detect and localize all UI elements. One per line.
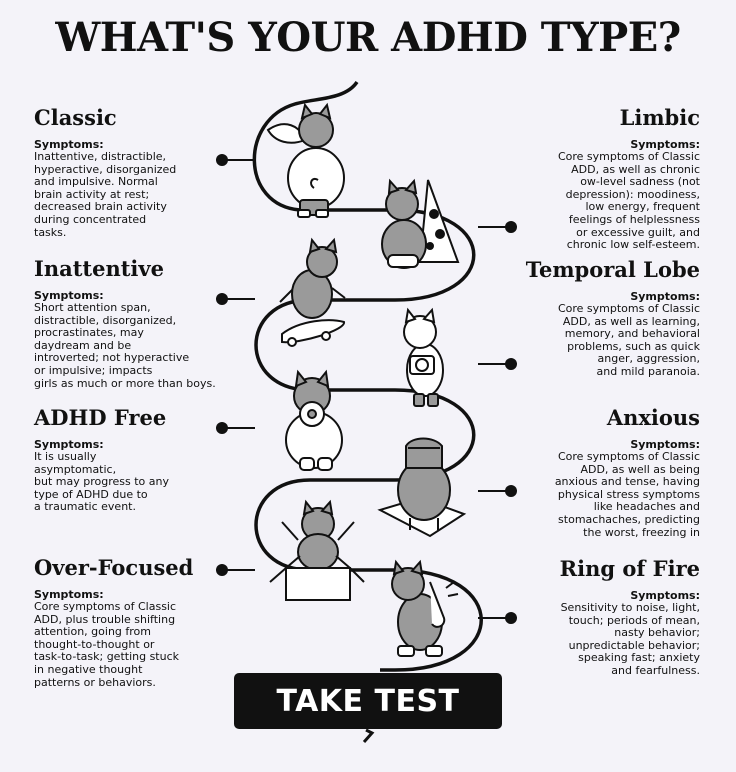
type-name: ADHD Free bbox=[34, 405, 167, 430]
cat-with-pizza-icon bbox=[382, 180, 458, 268]
symptoms-label: Symptoms: bbox=[34, 289, 104, 302]
type-name: Classic bbox=[34, 105, 117, 130]
type-name: Anxious bbox=[606, 405, 700, 430]
symptoms-label: Symptoms: bbox=[630, 438, 700, 451]
type-limbic bbox=[558, 106, 700, 252]
type-anxious bbox=[555, 406, 700, 539]
type-name: Inattentive bbox=[34, 256, 164, 281]
type-adhd-free bbox=[34, 406, 169, 514]
symptoms-label: Symptoms: bbox=[630, 589, 700, 602]
type-name: Over-Focused bbox=[34, 555, 194, 580]
symptoms-text: Core symptoms of Classic ADD, as well as learning, memory, and behavioral problems, such as quick anger, aggression, and mild paranoia. bbox=[557, 302, 700, 378]
symptoms-label: Symptoms: bbox=[34, 138, 104, 151]
symptoms-text: It is usually asymptomatic, but may progress to any type of ADHD due to a traumatic event. bbox=[34, 450, 169, 514]
symptoms-label: Symptoms: bbox=[34, 588, 104, 601]
symptoms-text: Core symptoms of Classic ADD, as well as chronic ow-level sadness (not depression): moodiness, low energy, frequent feelings of helplessness or excessive guilt, and chronic low self-esteem. bbox=[557, 150, 700, 252]
cat-in-box-icon bbox=[270, 502, 364, 600]
symptoms-label: Symptoms: bbox=[630, 138, 700, 151]
take-test-button[interactable]: TAKE TEST bbox=[234, 673, 502, 729]
symptoms-text: Core symptoms of Classic ADD, as well as being anxious and tense, having physical stress symptoms like headaches and stomachaches, predicting the worst, freezing in bbox=[554, 450, 700, 539]
symptoms-text: Sensitivity to noise, light, touch; periods of mean, nasty behavior; unpredictable behavior; speaking fast; anxiety and fearfulness. bbox=[560, 601, 700, 677]
cat-with-bag-icon bbox=[268, 105, 344, 217]
symptoms-text: Core symptoms of Classic ADD, plus trouble shifting attention, going from thought-to-thought or task-to-task; getting stuck in negative thought patterns or behaviors. bbox=[34, 600, 180, 689]
cat-on-skateboard-icon bbox=[280, 240, 345, 346]
symptoms-label: Symptoms: bbox=[34, 438, 104, 451]
page-title: WHAT'S YOUR ADHD TYPE? bbox=[55, 14, 681, 61]
symptoms-label: Symptoms: bbox=[630, 290, 700, 303]
type-name: Temporal Lobe bbox=[525, 257, 700, 282]
type-name: Ring of Fire bbox=[559, 556, 700, 581]
cat-playing-saxophone-icon bbox=[392, 562, 458, 656]
symptoms-text: Short attention span, distractible, disorganized, procrastinates, may daydream and be introverted; not hyperactive or impulsive; impacts girls as much or more than boys. bbox=[34, 301, 216, 390]
symptoms-text: Inattentive, distractible, hyperactive, disorganized and impulsive. Normal brain activity at rest; decreased brain activity during concentrated tasks. bbox=[34, 150, 177, 239]
type-ring-of-fire bbox=[560, 557, 700, 678]
type-over-focused bbox=[34, 556, 193, 689]
type-inattentive bbox=[34, 257, 216, 390]
type-name: Limbic bbox=[619, 105, 700, 130]
cat-sitting-on-blanket-icon bbox=[380, 439, 464, 537]
type-temporal-lobe bbox=[526, 258, 700, 379]
type-classic bbox=[34, 106, 176, 239]
